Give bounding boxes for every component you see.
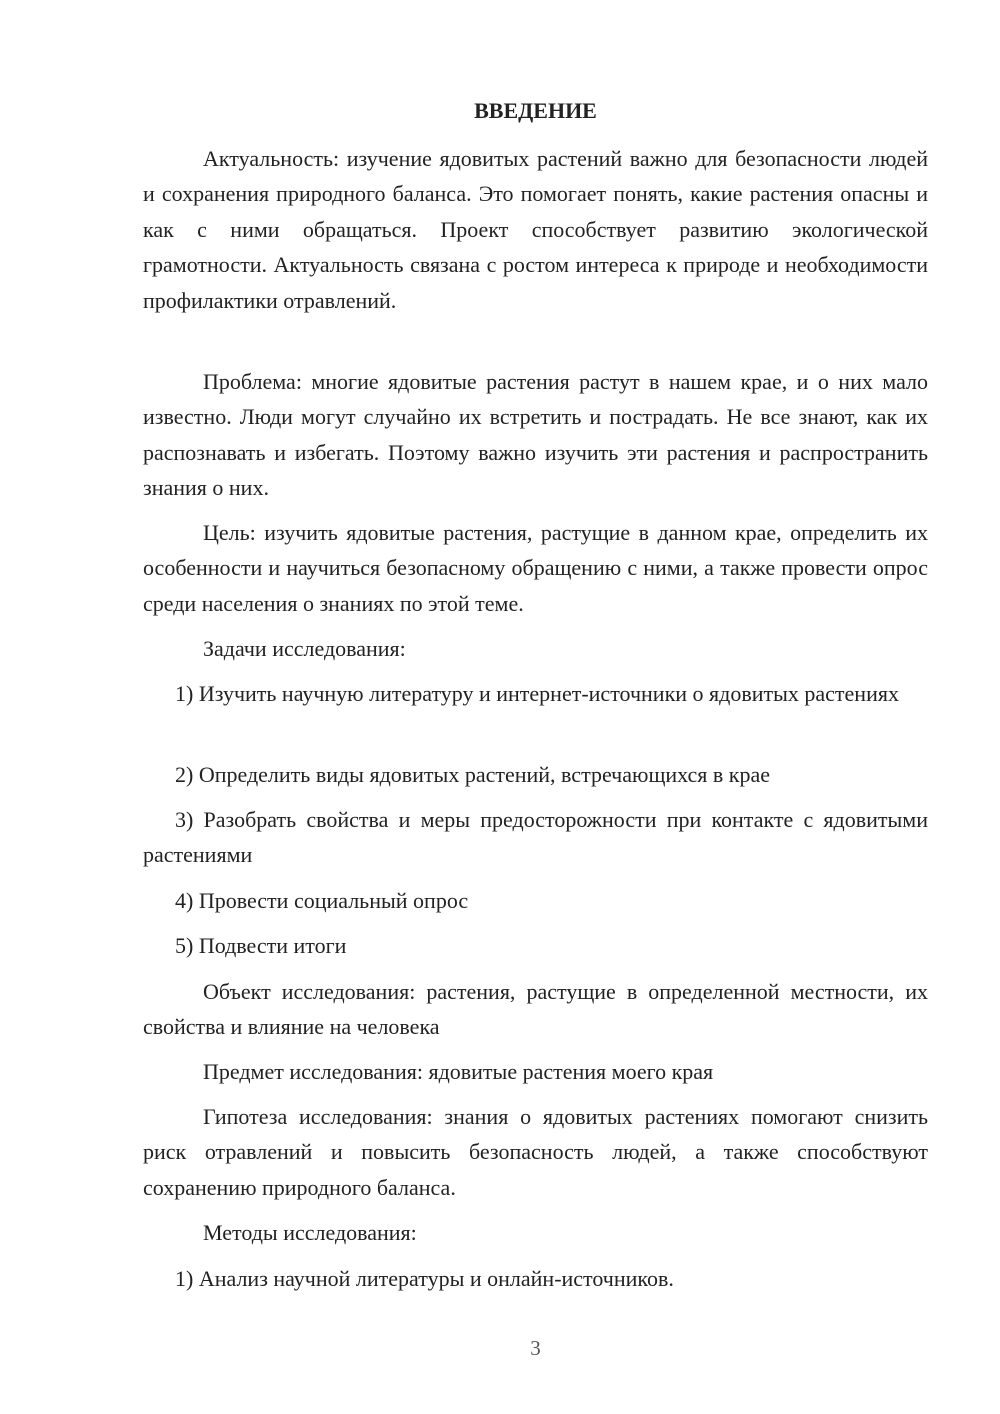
- paragraph-tasks-heading: Задачи исследования:: [203, 636, 406, 661]
- list-item-task-1: 1) Изучить научную литературу и интернет-источники о ядовитых растениях: [175, 681, 899, 706]
- paragraph-problem: Проблема: многие ядовитые растения растут в нашем крае, и о них мало известно. Люди могут случайно их встретить и пострадать. Не все знают, как их распознавать и избегать. Поэтому важно изучить эти растения и распространить знания о них.: [143, 369, 928, 501]
- list-item-task-4: 4) Провести социальный опрос: [175, 888, 469, 913]
- paragraph-hypothesis: Гипотеза исследования: знания о ядовитых растениях помогают снизить риск отравлений и повысить безопасность людей, а также способствуют сохранению природного баланса.: [143, 1104, 928, 1200]
- paragraph-subject: Предмет исследования: ядовитые растения моего края: [203, 1059, 714, 1084]
- paragraph-goal: Цель: изучить ядовитые растения, растущие в данном крае, определить их особенности и научиться безопасному обращению с ними, а также провести опрос среди населения о знаниях по этой теме.: [143, 520, 928, 616]
- list-item-task-3: 3) Разобрать свойства и меры предосторожности при контакте с ядовитыми растениями: [143, 807, 928, 868]
- paragraph-object: Объект исследования: растения, растущие в определенной местности, их свойства и влияние на человека: [143, 979, 928, 1040]
- list-item-task-2: 2) Определить виды ядовитых растений, встречающихся в крае: [175, 762, 771, 787]
- page-title: ВВЕДЕНИЕ: [474, 98, 597, 123]
- page-number: 3: [530, 1336, 541, 1360]
- paragraph-relevance: Актуальность: изучение ядовитых растений важно для безопасности людей и сохранения природного баланса. Это помогает понять, какие растения опасны и как с ними обращаться. Проект способствует развитию экологической грамотности. Актуальность связана с ростом интереса к природе и необходимости профилактики отравлений.: [143, 146, 928, 313]
- list-item-method-1: 1) Анализ научной литературы и онлайн-источников.: [175, 1266, 674, 1291]
- list-item-task-5: 5) Подвести итоги: [175, 933, 347, 958]
- paragraph-methods-heading: Методы исследования:: [203, 1220, 417, 1245]
- document-page: [143, 0, 928, 1414]
